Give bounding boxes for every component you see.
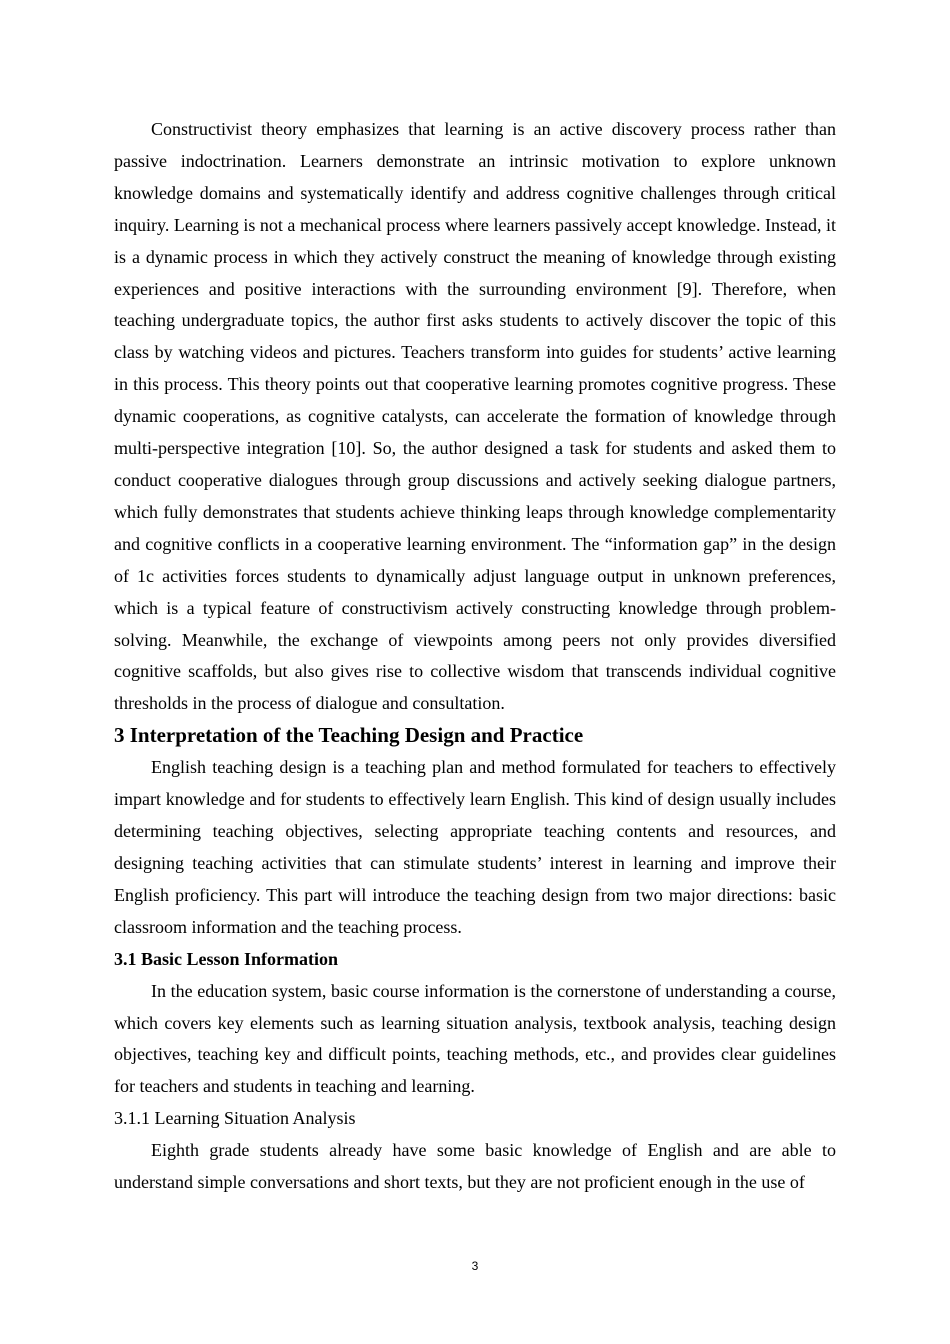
page-number: 3 xyxy=(471,1259,479,1273)
subsection-heading-3-1: 3.1 Basic Lesson Information xyxy=(114,948,339,969)
section-heading-3: 3 Interpretation of the Teaching Design and Practice xyxy=(114,723,584,748)
subsubsection-heading-3-1-1: 3.1.1 Learning Situation Analysis xyxy=(114,1108,356,1129)
document-page xyxy=(114,114,836,1199)
paragraph-learning-situation: Eighth grade students already have some basic knowledge of English and are able to understand simple conversations and short texts, but they are not proficient enough in the use of xyxy=(114,1140,836,1193)
paragraph-basic-info: In the education system, basic course information is the cornerstone of understanding a course, which covers key elements such as learning situation analysis, textbook analysis, teaching design objectives, teaching key and difficult points, teaching methods, etc., and provides clear guidelines for teachers and students in teaching and learning. xyxy=(114,980,836,1097)
paragraph-teaching-design: English teaching design is a teaching plan and method formulated for teachers to effectively impart knowledge and for students to effectively learn English. This kind of design usually includes determining teaching objectives, selecting appropriate teaching contents and resources, and designing teaching activities that can stimulate students’ interest in learning and improve their English proficiency. This part will introduce the teaching design from two major directions: basic classroom information and the teaching process. xyxy=(114,757,836,937)
paragraph-constructivism: Constructivist theory emphasizes that learning is an active discovery process rather than passive indoctrination. Learners demonstrate an intrinsic motivation to explore unknown knowledge domains and systematically identify and address cognitive challenges through critical inquiry. Learning is not a mechanical process where learners passively accept knowledge. Instead, it is a dynamic process in which they actively construct the meaning of knowledge through existing experiences and positive interactions with the surrounding environment [9]. Therefore, when teaching undergraduate topics, the author first asks students to actively discover the topic of this class by watching videos and pictures. Teachers transform into guides for students’ active learning in this process. This theory points out that cooperative learning promotes cognitive progress. These dynamic cooperations, as cognitive catalysts, can accelerate the formation of knowledge through multi-perspective integration [10]. So, the author designed a task for students and asked them to conduct cooperative dialogues through group discussions and actively seeking dialogue partners, which fully demonstrates that students achieve thinking leaps through knowledge complementarity and cognitive conflicts in a cooperative learning environment. The “information gap” in the design of 1c activities forces students to dynamically adjust language output in unknown preferences, which is a typical feature of constructivism actively constructing knowledge through problem-solving. Meanwhile, the exchange of viewpoints among peers not only provides diversified cognitive scaffolds, but also gives rise to collective wisdom that transcends individual cognitive thresholds in the process of dialogue and consultation. xyxy=(114,119,836,714)
